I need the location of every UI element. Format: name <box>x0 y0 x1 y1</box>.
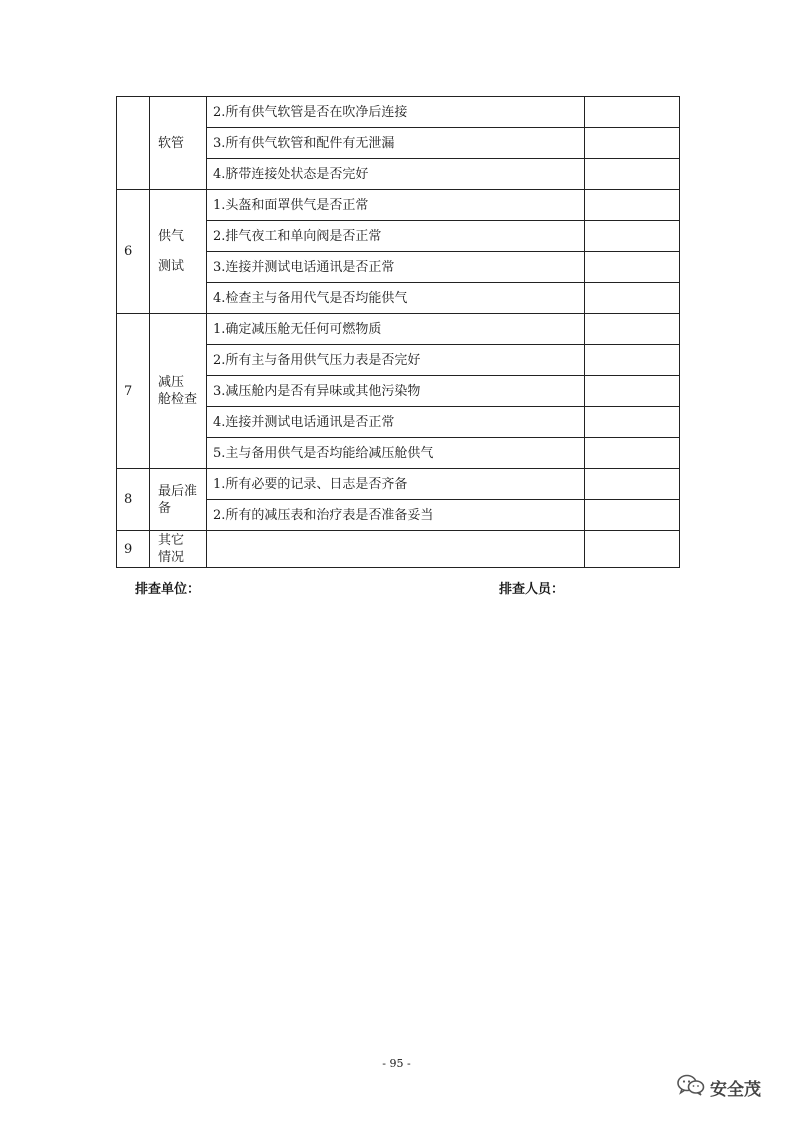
wechat-icon <box>676 1073 706 1101</box>
result-cell[interactable] <box>585 314 680 345</box>
table-row <box>117 97 680 128</box>
check-item: 1.头盔和面罩供气是否正常 <box>207 190 585 221</box>
check-item: 2.排气夜工和单向阀是否正常 <box>207 221 585 252</box>
check-item: 1.确定减压舱无任何可燃物质 <box>207 314 585 345</box>
result-cell[interactable] <box>585 407 680 438</box>
category-cell <box>150 190 207 314</box>
check-item: 4.检查主与备用代气是否均能供气 <box>207 283 585 314</box>
category-line: 其它 <box>158 533 185 548</box>
item-number <box>117 97 150 190</box>
result-cell[interactable] <box>585 283 680 314</box>
result-cell[interactable] <box>585 376 680 407</box>
category-cell <box>150 469 207 531</box>
check-item: 3.减压舱内是否有异味或其他污染物 <box>207 376 585 407</box>
item-number: 8 <box>117 469 150 531</box>
check-item: 2.所有的减压表和治疗表是否准备妥当 <box>207 500 585 531</box>
result-cell[interactable] <box>585 252 680 283</box>
table-row <box>117 469 680 500</box>
category-line: 供气 <box>158 229 185 244</box>
category-line: 减压 <box>158 375 185 390</box>
result-cell[interactable] <box>585 469 680 500</box>
item-number: 6 <box>117 190 150 314</box>
category-cell <box>150 531 207 568</box>
result-cell[interactable] <box>585 221 680 252</box>
category-cell <box>150 314 207 469</box>
result-cell[interactable] <box>585 345 680 376</box>
result-cell[interactable] <box>585 128 680 159</box>
check-item: 4.连接并测试电话通讯是否正常 <box>207 407 585 438</box>
check-item: 3.连接并测试电话通讯是否正常 <box>207 252 585 283</box>
check-item: 1.所有必要的记录、日志是否齐备 <box>207 469 585 500</box>
category-cell: 软管 <box>150 97 207 190</box>
inspection-unit-label: 排查单位： <box>135 582 201 597</box>
category-line: 情况 <box>158 550 185 565</box>
result-cell[interactable] <box>585 190 680 221</box>
result-cell[interactable] <box>585 97 680 128</box>
watermark-text: 安全茂 <box>710 1079 761 1100</box>
inspection-checklist-table <box>116 96 680 568</box>
check-item: 3.所有供气软管和配件有无泄漏 <box>207 128 585 159</box>
category-line: 测试 <box>158 259 185 274</box>
table-row <box>117 314 680 345</box>
item-number: 7 <box>117 314 150 469</box>
item-number: 9 <box>117 531 150 568</box>
result-cell[interactable] <box>585 438 680 469</box>
category-line: 备 <box>158 500 172 516</box>
check-item: 2.所有供气软管是否在吹净后连接 <box>207 97 585 128</box>
inspector-label: 排查人员： <box>499 582 565 597</box>
check-item: 5.主与备用供气是否均能给减压舱供气 <box>207 438 585 469</box>
table-row <box>117 190 680 221</box>
page-number: - 95 - <box>382 1057 411 1070</box>
result-cell[interactable] <box>585 500 680 531</box>
check-item: 2.所有主与备用供气压力表是否完好 <box>207 345 585 376</box>
table-row <box>117 531 680 568</box>
category-line: 舱检查 <box>158 392 198 407</box>
watermark <box>676 1073 761 1101</box>
check-item: 4.脐带连接处状态是否完好 <box>207 159 585 190</box>
check-item[interactable] <box>207 531 585 568</box>
result-cell[interactable] <box>585 531 680 568</box>
category-line: 最后准 <box>158 483 198 499</box>
result-cell[interactable] <box>585 159 680 190</box>
